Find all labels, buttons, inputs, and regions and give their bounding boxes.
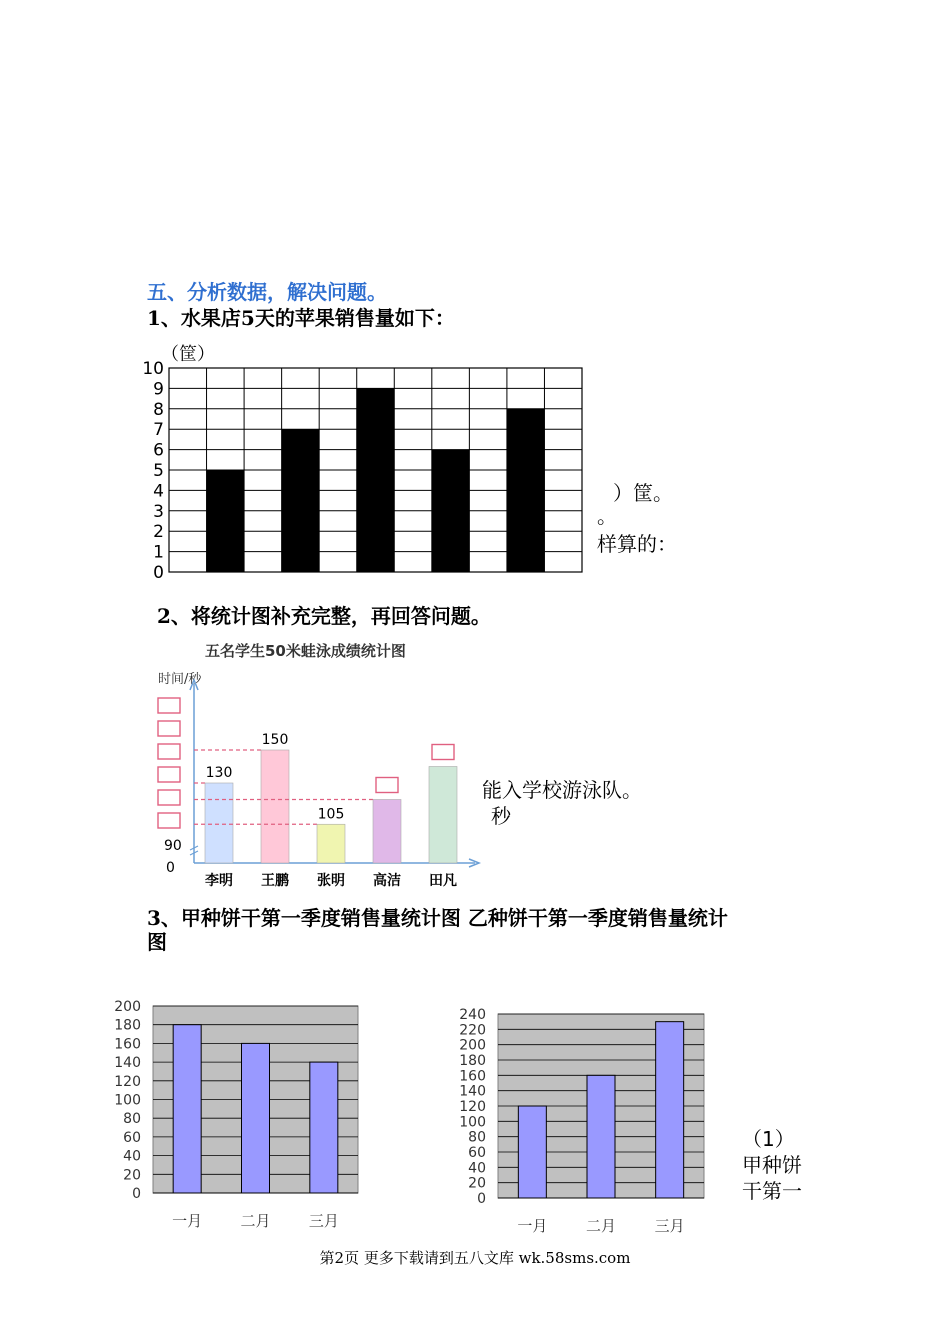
y-tick-label: 120 [459,1099,486,1115]
bar-value-label: 105 [317,806,345,823]
y-tick-label: 0 [132,1186,141,1202]
x-tick-label: 李明 [205,873,233,889]
bar [429,767,457,864]
y-tick-label: 200 [459,1037,486,1054]
chart-title: 五名学生50米蛙泳成绩统计图 [205,642,406,660]
page-footer: 第2页 更多下载请到五八文库 wk.58sms.com [319,1249,631,1267]
y-tick-label: 160 [459,1068,486,1085]
bar [357,388,395,572]
y-tick-label: 0 [153,563,164,580]
x-tick-label: 高洁 [373,873,401,889]
q1-fragment-3: 样算的： [597,532,677,556]
bar-value-label: 150 [261,732,289,748]
y-tick-label: 80 [123,1111,141,1128]
y-tick-label: 40 [468,1160,486,1177]
q1-fragment-1: ）筐。 [613,481,673,505]
y-tick-label: 10 [142,359,164,379]
y-tick-label: 7 [153,420,164,441]
blank-tick-box [158,790,180,805]
bar [205,783,233,863]
y-tick-label: 5 [153,461,164,481]
x-tick-label: 张明 [317,873,345,889]
y-tick-label: 180 [459,1053,486,1069]
y-tick-label: 140 [459,1083,486,1100]
biscuit-b-chart [450,1005,720,1235]
y-tick-label: 160 [114,1036,141,1053]
y-tick-label: 20 [123,1167,141,1184]
y-tick-label: 140 [114,1055,141,1072]
y-tick-label: 1 [153,542,164,563]
y-tick-label: 220 [459,1022,486,1039]
q3-fragment-line-3: 干第一 [742,1179,802,1203]
y-tick-label: 3 [153,501,164,522]
y-tick-label: 200 [114,999,141,1015]
q2-fragment-1: 能入学校游泳队。 [482,778,642,802]
bar [261,750,289,863]
y-tick-label: 8 [153,399,164,420]
blank-value-box [376,778,398,793]
question-3-title-line2: 图 [147,930,167,954]
y-tick-label: 80 [468,1129,486,1146]
x-tick-label: 王鹏 [261,873,289,889]
x-tick-label: 二月 [240,1212,271,1230]
bar [317,824,345,863]
q3-fragment-line-2: 甲种饼 [742,1153,802,1177]
bar-value-label: 130 [205,765,233,781]
bar [507,409,545,572]
y-tick-label: 100 [114,1092,141,1109]
y-tick-label-0: 0 [166,860,175,876]
y-tick-label: 4 [153,481,164,502]
y-tick-label: 240 [459,1007,486,1023]
y-tick-label: 100 [459,1114,486,1131]
blank-tick-box [158,698,180,713]
section-title: 五、分析数据，解决问题。 [147,280,387,304]
y-tick-label: 6 [153,440,164,461]
bar [432,450,470,572]
y-axis-label: 时间/秒 [158,672,202,687]
blank-tick-box [158,767,180,782]
x-tick-label: 一月 [517,1217,548,1235]
y-tick-label: 120 [114,1073,141,1090]
q2-fragment-2: 秒 [491,804,511,828]
y-tick-label: 60 [123,1129,141,1146]
apple-sales-chart [135,340,595,580]
y-tick-label-90: 90 [164,838,182,854]
y-tick-label: 9 [153,379,164,400]
y-tick-label: 0 [477,1191,486,1207]
question-3-title-line1: 3、甲种饼干第一季度销售量统计图 乙种饼干第一季度销售量统计 [147,906,728,930]
q3-fragment-line-1: （1） [742,1127,795,1151]
blank-tick-box [158,813,180,828]
question-2-title: 2、将统计图补充完整，再回答问题。 [157,604,491,628]
bar [373,800,401,864]
bar [656,1022,684,1198]
y-tick-label: 20 [468,1175,486,1192]
blank-tick-box [158,721,180,736]
biscuit-a-chart [100,995,370,1235]
x-tick-label: 二月 [585,1217,617,1235]
x-tick-label: 三月 [308,1212,339,1230]
x-tick-label: 三月 [654,1217,685,1235]
y-tick-label: 180 [114,1017,141,1034]
bar [518,1106,546,1198]
bar [282,429,320,572]
bar [173,1025,201,1193]
swim-chart [150,636,490,894]
x-tick-label: 一月 [172,1212,203,1230]
y-tick-label: 60 [468,1145,486,1161]
bar [310,1062,338,1193]
blank-tick-box [158,744,180,759]
y-unit-label: （筐） [161,344,215,365]
bar [587,1075,615,1198]
question-1-title: 1、水果店5天的苹果销售量如下： [147,306,455,330]
q3-fragment [742,1126,802,1204]
bar [207,470,245,572]
q1-fragment-2: 。 [597,504,617,528]
blank-value-box [432,745,454,760]
y-tick-label: 40 [123,1148,141,1165]
y-tick-label: 2 [153,522,164,543]
x-tick-label: 田凡 [429,873,457,889]
bar [242,1043,270,1193]
